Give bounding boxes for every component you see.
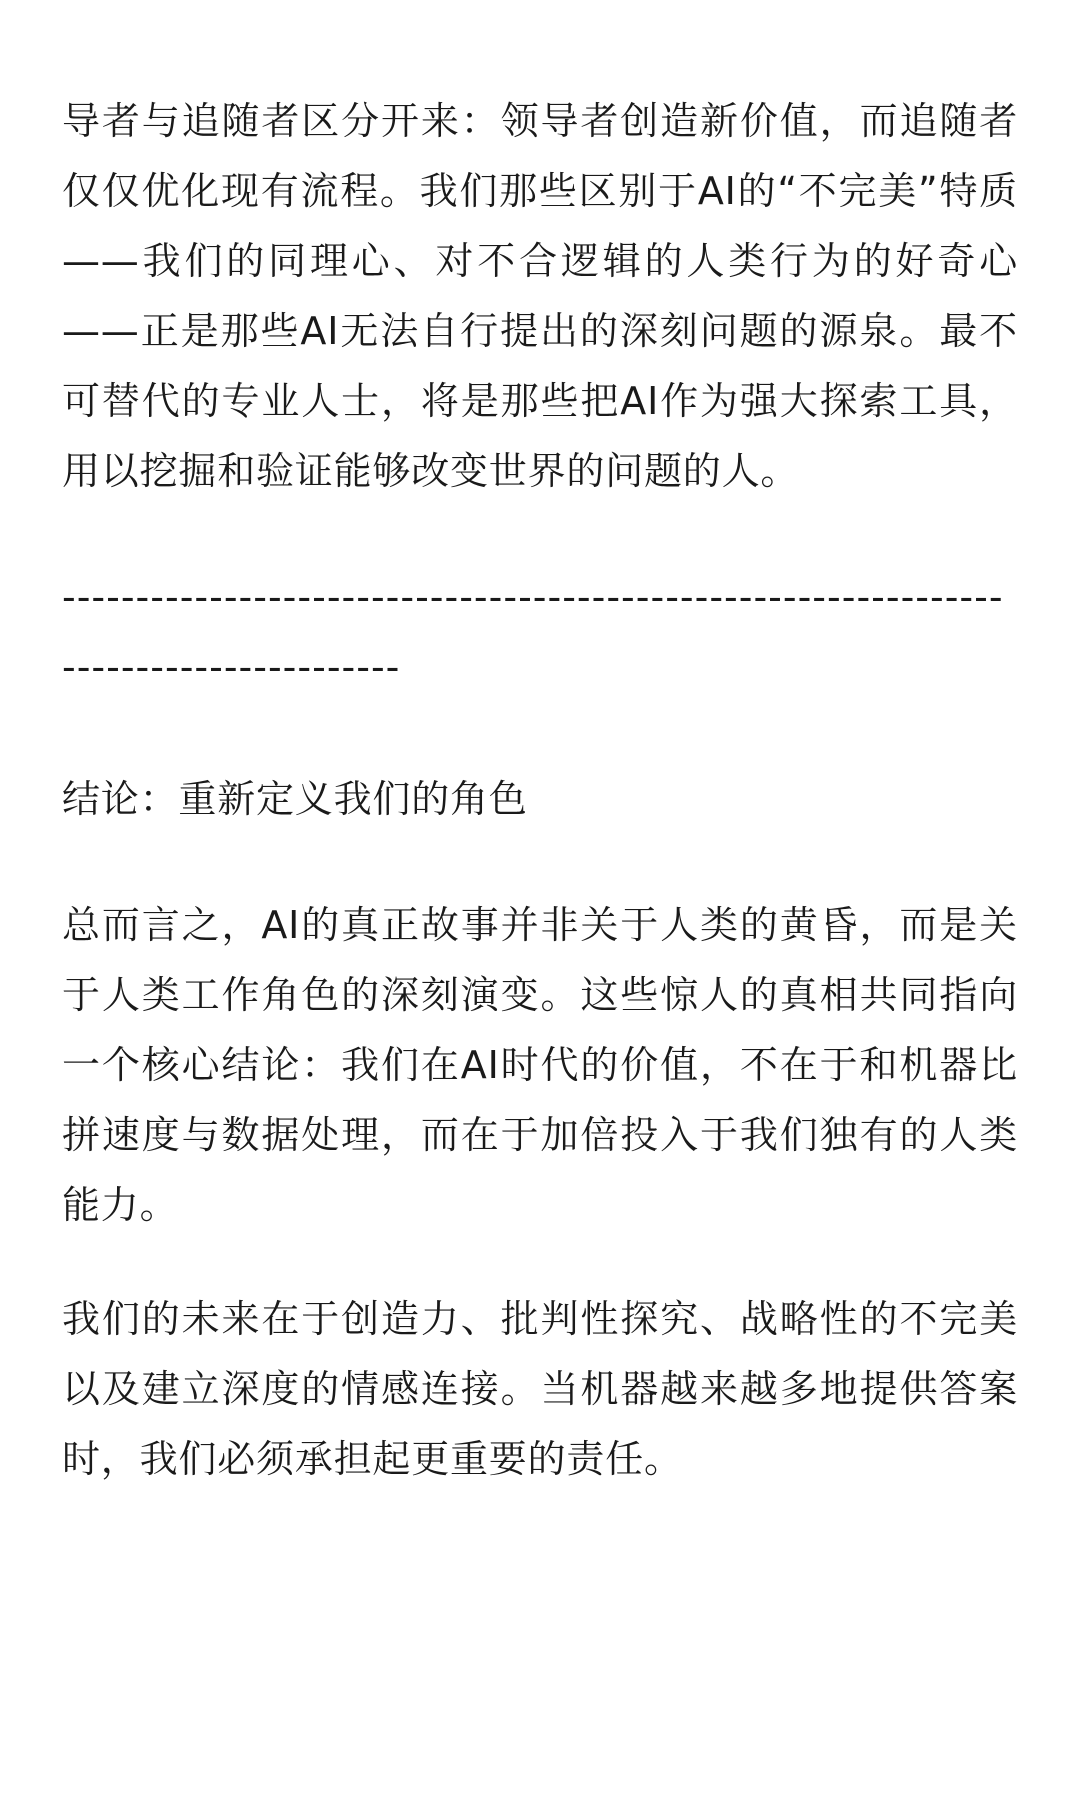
section-heading: 结论：重新定义我们的角色 xyxy=(62,777,528,821)
article-paragraph-2: 总而言之，AI的真正故事并非关于人类的黄昏，而是关于人类工作角色的深刻演变。这些惊人的真相共同指向一个核心结论：我们在AI时代的价值，不在于和机器比拼速度与数据处理，而在于加倍投入于我们独有的人类能力。 xyxy=(62,903,1018,1227)
article-paragraph-1: 导者与追随者区分开来：领导者创造新价值，而追随者仅仅优化现有流程。我们那些区别于AI的“不完美”特质——我们的同理心、对不合逻辑的人类行为的好奇心——正是那些AI无法自行提出的深刻问题的源泉。最不可替代的专业人士，将是那些把AI作为强大探索工具，用以挖掘和验证能够改变世界的问题的人。 xyxy=(62,99,1018,493)
article-paragraph-3: 我们的未来在于创造力、批判性探究、战略性的不完美以及建立深度的情感连接。当机器越来越多地提供答案时，我们必须承担起更重要的责任。 xyxy=(62,1297,1018,1481)
section-divider: --------------------------------------------------------------------------------------- xyxy=(62,575,1004,689)
